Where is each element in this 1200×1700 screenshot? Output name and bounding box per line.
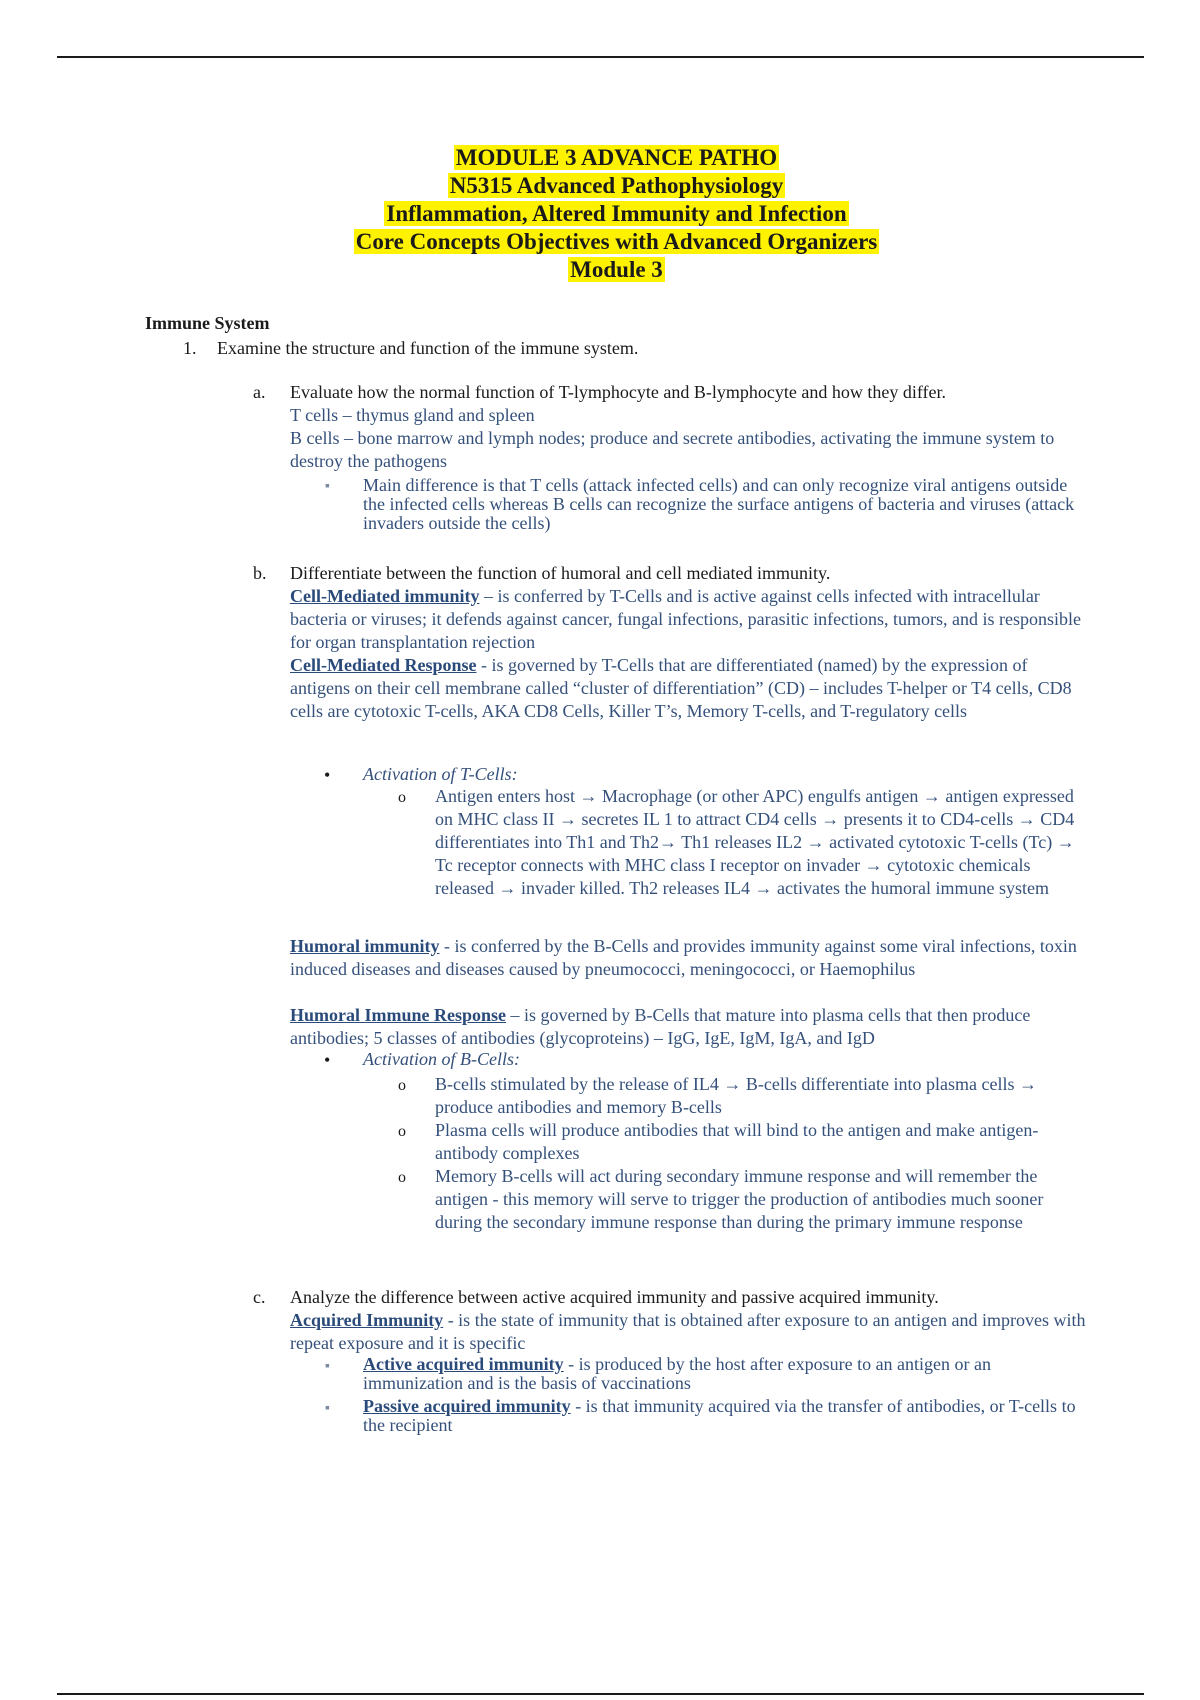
bullet: •: [324, 1050, 331, 1070]
humoral-immune-response-term: Humoral Immune Response: [290, 1005, 507, 1025]
section-heading: Immune System: [145, 313, 270, 333]
title-line-5: Module 3: [570, 257, 663, 282]
title-line-2: N5315 Advanced Pathophysiology: [449, 173, 784, 198]
square-bullet: ▪: [325, 479, 330, 494]
t-b-difference-text: Main difference is that T cells (attack infected cells) and can only recognize viral antigens outside the infected cells whereas B cells can recognize the surface antigens of bacteria and viruses (attack invaders outside the cells): [363, 475, 1075, 533]
cell-mediated-immunity-term: Cell-Mediated immunity: [290, 586, 480, 606]
humoral-immunity-paragraph: Humoral immunity - is conferred by the B-Cells and provides immunity against some viral infections, toxin induced diseases and diseases caused by pneumococci, meningococci, or Haemophilus: [290, 936, 1077, 979]
t-cells-text: T cells – thymus gland and spleen: [290, 405, 535, 425]
passive-acquired-immunity-term: Passive acquired immunity: [363, 1396, 571, 1416]
b-cell-activation-item: B-cells stimulated by the release of IL4 → B-cells differentiate into plasma cells → produce antibodies and memory B-cells: [435, 1074, 1037, 1117]
cell-mediated-immunity-paragraph: Cell-Mediated immunity – is conferred by T-Cells and is active against cells infected with intracellular bacteria or viruses; it defends against cancer, fungal infections, parasitic infections, tumors, and is responsible for organ transplantation rejection: [290, 586, 1082, 652]
b-cells-text: B cells – bone marrow and lymph nodes; produce and secrete antibodies, activating the immune system to destroy the pathogens: [290, 428, 1055, 471]
t-cell-activation-detail: Antigen enters host → Macrophage (or other APC) engulfs antigen → antigen expressed on MHC class II → secretes IL 1 to attract CD4 cells → presents it to CD4-cells → CD4 differentiates into Th1 and Th2→ Th1 releases IL2 → activated cytotoxic T-cells (Tc) → Tc receptor connects with MHC class I receptor on invader → cytotoxic chemicals released → invader killed. Th2 releases IL4 → activates the humoral immune system: [435, 786, 1075, 898]
cell-mediated-response-paragraph: Cell-Mediated Response - is governed by T-Cells that are differentiated (named) by the expression of antigens on their cell membrane called “cluster of differentiation” (CD) – includes T-helper or T4 cells, CD8 cells are cytotoxic T-cells, AKA CD8 Cells, Killer T’s, Memory T-cells, and T-regulatory cells: [290, 655, 1072, 721]
title-line-1: MODULE 3 ADVANCE PATHO: [455, 145, 778, 170]
item-b-question: Differentiate between the function of humoral and cell mediated immunity.: [290, 563, 831, 583]
objective-text: Examine the structure and function of the immune system.: [217, 338, 639, 358]
passive-acquired-immunity-text: Passive acquired immunity - is that immunity acquired via the transfer of antibodies, or T-cells to the recipient: [363, 1396, 1076, 1435]
sub-bullet: o: [398, 1123, 406, 1140]
item-c-letter: c.: [253, 1287, 266, 1307]
square-bullet: ▪: [325, 1401, 330, 1416]
item-a-letter: a.: [253, 382, 266, 402]
acquired-immunity-term: Acquired Immunity: [290, 1310, 444, 1330]
objective-number: 1.: [183, 338, 197, 358]
sub-bullet: o: [398, 1169, 406, 1186]
b-cell-activation-item: Plasma cells will produce antibodies that will bind to the antigen and make antigen-antibody complexes: [435, 1120, 1039, 1163]
title-line-3: Inflammation, Altered Immunity and Infection: [386, 201, 847, 226]
item-b-letter: b.: [253, 563, 267, 583]
t-cell-activation-heading: Activation of T-Cells:: [363, 764, 518, 784]
humoral-immune-response-paragraph: Humoral Immune Response – is governed by B-Cells that mature into plasma cells that then produce antibodies; 5 classes of antibodies (glycoproteins) – IgG, IgE, IgM, IgA, and IgD: [290, 1005, 1031, 1048]
sub-bullet: o: [398, 789, 406, 806]
bullet: •: [324, 765, 331, 785]
active-acquired-immunity-term: Active acquired immunity: [363, 1354, 564, 1374]
sub-bullet: o: [398, 1077, 406, 1094]
active-acquired-immunity-text: Active acquired immunity - is produced by the host after exposure to an antigen or an immunization and is the basis of vaccinations: [363, 1354, 992, 1393]
bottom-rule: [57, 1693, 1144, 1695]
document-title-block: [0, 144, 1200, 284]
humoral-immunity-term: Humoral immunity: [290, 936, 440, 956]
b-cell-activation-heading: Activation of B-Cells:: [363, 1049, 520, 1069]
item-c-question: Analyze the difference between active acquired immunity and passive acquired immunity.: [290, 1287, 939, 1307]
acquired-immunity-paragraph: Acquired Immunity - is the state of immunity that is obtained after exposure to an antigen and improves with repeat exposure and it is specific: [290, 1310, 1086, 1353]
top-rule: [57, 56, 1144, 58]
item-a-question: Evaluate how the normal function of T-lymphocyte and B-lymphocyte and how they differ.: [290, 382, 947, 402]
title-line-4: Core Concepts Objectives with Advanced Organizers: [355, 229, 878, 254]
square-bullet: ▪: [325, 1359, 330, 1374]
cell-mediated-response-term: Cell-Mediated Response: [290, 655, 477, 675]
b-cell-activation-item: Memory B-cells will act during secondary immune response and will remember the antigen - this memory will serve to trigger the production of antibodies much sooner during the secondary immune response than during the primary immune response: [435, 1166, 1044, 1232]
